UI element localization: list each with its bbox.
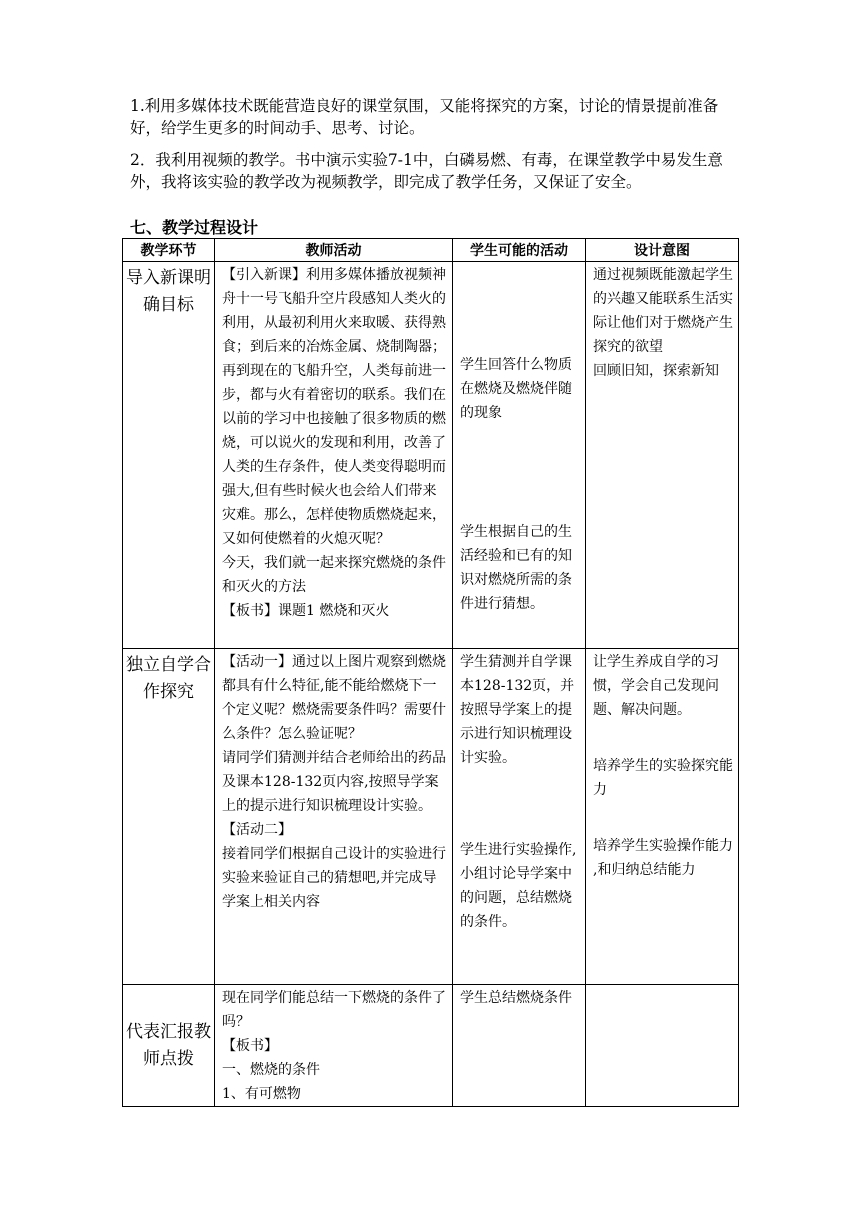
teacher-text: 请同学们猜测并结合老师给出的药品及课本128-132页内容,按照导学案上的提示进行知识梳理设计实验。 [222, 750, 446, 814]
teacher-text: 【板书】课题1 燃烧和灭火 [222, 603, 390, 619]
intent-text: 回顾旧知，探索新知 [593, 363, 719, 379]
table-header-row [123, 239, 739, 262]
student-activity-cell [453, 649, 586, 985]
intent-text: 让学生养成自学的习惯，学会自己发现问题、解决问题。 [593, 654, 719, 718]
student-text: 学生根据自己的生活经验和已有的知识对燃烧所需的条件进行猜想。 [460, 524, 572, 612]
teacher-text: 【活动一】通过以上图片观察到燃烧都具有什么特征,能不能给燃烧下一个定义呢？燃烧需要条件吗？需要什么条件？怎么验证呢？ [222, 654, 446, 742]
intent-text: 通过视频既能激起学生的兴趣又能联系生活实际让他们对于燃烧产生探究的欲望 [593, 267, 733, 355]
teacher-activity-cell [215, 262, 453, 649]
stage-cell: 导入新课明确目标 [123, 262, 215, 649]
teacher-activity-cell [215, 985, 453, 1107]
student-text: 学生猜测并自学课本128-132页，并按照导学案上的提示进行知识梳理设计实验。 [460, 654, 575, 766]
section-title: 七、教学过程设计 [130, 218, 259, 237]
student-activity-cell [453, 262, 586, 649]
paragraph-2: 2．我利用视频的教学。书中演示实验7-1中，白磷易燃、有毒，在课堂教学中易发生意外，我将该实验的教学改为视频教学，即完成了教学任务，又保证了安全。 [130, 151, 723, 191]
teacher-text: 【板书】 [222, 1038, 278, 1054]
teacher-activity-cell [215, 649, 453, 985]
design-intent-cell [586, 649, 739, 985]
student-text: 学生进行实验操作,小组讨论导学案中的问题，总结燃烧的条件。 [460, 842, 577, 930]
student-text: 学生总结燃烧条件 [460, 990, 572, 1006]
table-row [123, 649, 739, 985]
stage-cell: 独立自学合作探究 [123, 649, 215, 985]
paragraph-1: 1.利用多媒体技术既能营造良好的课堂氛围，又能将探究的方案，讨论的情景提前准备好，给学生更多的时间动手、思考、讨论。 [130, 97, 719, 137]
teaching-process-table [122, 238, 739, 1107]
header-design-intent: 设计意图 [586, 239, 739, 262]
intent-text: 培养学生的实验探究能力 [593, 758, 733, 798]
teacher-text: 一、燃烧的条件 [222, 1062, 320, 1078]
design-intent-cell [586, 262, 739, 649]
header-teacher-activity: 教师活动 [215, 239, 453, 262]
table-row [123, 262, 739, 649]
header-stage: 教学环节 [123, 239, 215, 262]
teacher-text: 接着同学们根据自己设计的实验进行实验来验证自己的猜想吧,并完成导学案上相关内容 [222, 846, 446, 910]
stage-text: 代表汇报教师点拨 [126, 1021, 211, 1069]
teacher-text: 现在同学们能总结一下燃烧的条件了吗？ [222, 990, 446, 1030]
teacher-text: 【引入新课】利用多媒体播放视频神舟十一号飞船升空片段感知人类火的利用，从最初利用火来取暖、获得熟食；到后来的冶炼金属、烧制陶器；再到现在的飞船升空，人类每前进一步，都与火有着密切的联系。我们在以前的学习中也接触了很多物质的燃烧，可以说火的发现和利用，改善了人类的生存条件，使人类变得聪明而强大,但有些时候火也会给人们带来灾难。那么，怎样使物质燃烧起来，又如何使燃着的火熄灭呢？ [222, 267, 446, 547]
stage-cell [123, 985, 215, 1107]
teacher-text: 1、有可燃物 [222, 1086, 301, 1102]
teacher-text: 今天，我们就一起来探究燃烧的条件和灭火的方法 [222, 555, 446, 595]
table-row [123, 985, 739, 1107]
student-activity-cell [453, 985, 586, 1107]
intent-text: 培养学生实验操作能力 ,和归纳总结能力 [593, 838, 733, 878]
student-text: 学生回答什么物质在燃烧及燃烧伴随的现象 [460, 357, 572, 421]
teacher-text: 【活动二】 [222, 822, 292, 838]
header-student-activity: 学生可能的活动 [453, 239, 586, 262]
design-intent-cell [586, 985, 739, 1107]
